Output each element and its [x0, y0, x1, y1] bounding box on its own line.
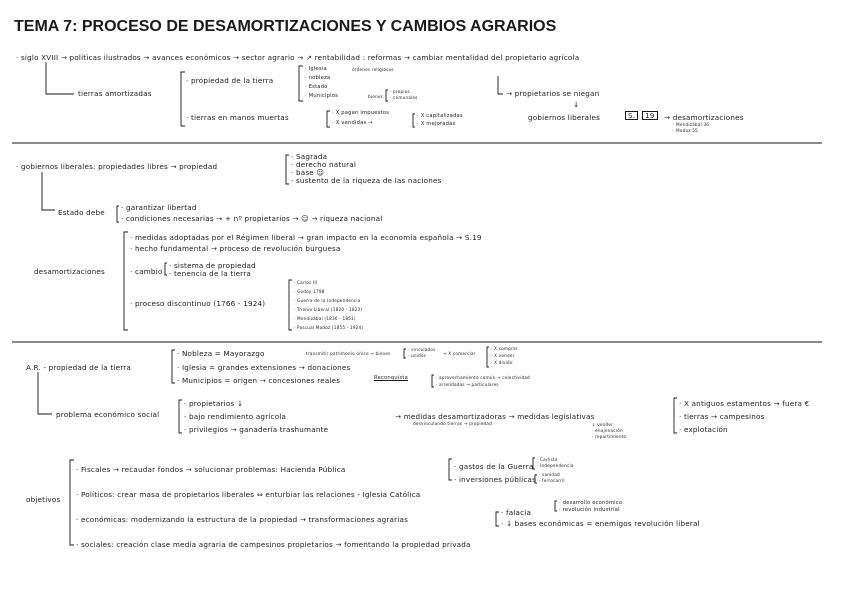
recon-aprovechamiento: · aprovechamiento común → colectividad	[436, 375, 530, 380]
legis-vender: ↓ vender	[592, 422, 614, 427]
desam-madoz: · Madoz 55	[673, 128, 698, 133]
comerciar-comprar: · X comprar	[491, 346, 518, 351]
recon-arrendadas: · arrendadas → particulares	[436, 382, 499, 387]
manos-sub-mejoradas: · X mejoradas	[417, 121, 456, 127]
cambio-item-sistema: · sistema de propiedad	[169, 261, 256, 270]
gobiernos-liberales-line: · gobiernos liberales: propiedades libres → propiedad	[16, 162, 218, 171]
estado-debe: Estado debe	[58, 208, 105, 217]
prop-item-municipios: · Municipios	[305, 93, 339, 99]
obj-sociales: · sociales: creación clase media agraria de campesinos propietarios → fomentando la propiedad privada	[76, 540, 471, 549]
proceso-madoz: · Pascual Madoz (1855 - 1924)	[294, 325, 364, 330]
guerra-independencia: · Independencia	[537, 463, 574, 468]
medidas-adoptadas: · medidas adoptadas por el Régimen liberal → gran impacto en la economía española → S.19	[130, 233, 482, 242]
down-arrow: ↓	[573, 100, 580, 109]
desamortizaciones-label: desamortizaciones	[34, 267, 105, 276]
prob-item-rendimiento: · bajo rendimiento agrícola	[184, 412, 287, 421]
fiscal-inversiones: · inversiones públicas	[454, 475, 537, 484]
obj-fiscales: · Fiscales → recaudar fondos → solucionar problemas: Hacienda Pública	[76, 465, 346, 474]
hecho-fundamental: · hecho fundamental → proceso de revolución burguesa	[130, 244, 341, 253]
manos-muertas: · tierras en manos muertas	[186, 113, 289, 122]
gob-item-base: · base ☺	[291, 168, 325, 177]
medidas-desvinculando: desvinculando tierras → propiedad	[413, 421, 493, 426]
econ-bases: · ↓ bases económicas = enemigos revolución liberal	[501, 519, 700, 528]
legis-enajenacion: · enajenación	[592, 428, 623, 433]
falacia-desarrollo: · desarrollo económico	[559, 500, 623, 506]
propietarios-niegan: → propietarios se niegan	[506, 89, 600, 98]
result-tierras: · tierras → campesinos	[679, 412, 765, 421]
desamortizaciones-1: → desamortizaciones	[664, 113, 744, 122]
fiscal-gastos: · gastos de la Guerra	[454, 462, 534, 471]
estado-item-libertad: · garantizar libertad	[121, 203, 197, 212]
inv-ferrocarril: · ferrocarril	[539, 478, 565, 483]
manos-sub-capitalizadas: · X capitalizadas	[417, 113, 463, 119]
desam-mendizabal: · Mendizábal 36	[673, 122, 710, 127]
guerra-carlista: · Carlista	[537, 457, 558, 462]
bienes-comunales: · comunales	[390, 95, 418, 100]
x-comerciar: → X comerciar	[443, 351, 476, 356]
medidas-desamortizadoras: → medidas desamortizadoras → medidas legislativas	[395, 412, 595, 421]
comerciar-dividir: · X dividir	[491, 360, 514, 365]
bienes-propios: · propios	[390, 89, 410, 94]
result-estamentos: · X antiguos estamentos → fuera €	[679, 399, 810, 408]
municipios-origen: · Municipios = origen → concesiones reales	[177, 376, 341, 385]
estado-item-condiciones: · condiciones necesarias → + nº propietarios → ☺ → riqueza nacional	[121, 214, 383, 223]
cambio-item-tenencia: · tenencia de la tierra	[169, 269, 251, 278]
proceso-discontinuo: · proceso discontinuo (1766 - 1924)	[130, 299, 266, 308]
ordenes-religiosas: órdenes religiosas	[352, 67, 394, 72]
vinc-unidos: · unidos	[408, 353, 427, 358]
prop-item-estado: · Estado	[305, 84, 328, 90]
proceso-mendizabal: · Mendizábal (1836 - 1851)	[294, 316, 356, 321]
inv-sanidad: · sanidad	[539, 472, 560, 477]
vinc-vinculados: · vinculados	[408, 347, 436, 352]
obj-economicos: · económicas: modernizando la estructura de la propiedad → transformaciones agrarias	[76, 515, 409, 524]
gobiernos-liberales: gobiernos liberales	[528, 113, 601, 122]
ar-propiedad: A.R. - propiedad de la tierra	[26, 363, 131, 372]
econ-falacia: · falacia	[501, 508, 532, 517]
proceso-godoy: · Godoy 1798	[294, 289, 325, 294]
tierras-amortizadas: tierras amortizadas	[78, 89, 152, 98]
prop-item-iglesia: · Iglesia	[305, 66, 327, 72]
cambio-label: · cambio	[130, 267, 163, 276]
legis-repartimiento: · repartimiento	[592, 434, 627, 439]
iglesia-extensiones: · Iglesia = grandes extensiones → donaciones	[177, 363, 351, 372]
proceso-guerra: · Guerra de la Independencia	[294, 298, 361, 303]
siglo-xviii-line: · siglo XVIII → políticas ilustrados → avances económicos → sector agrario → ↗ rentabilidad : reformas → cambiar mentalidad del propietario agrícola	[16, 53, 580, 62]
gob-item-sagrada: · Sagrada	[291, 152, 328, 161]
proceso-carlos-iii: · Carlos III	[294, 280, 318, 285]
gob-item-sustento: · sustento de la riqueza de las naciones	[291, 176, 442, 185]
siglo-number-box: 19	[642, 111, 658, 120]
propiedad-tierra: · propiedad de la tierra	[186, 76, 274, 85]
gob-item-derecho: · derecho natural	[291, 160, 357, 169]
falacia-revolucion: · revolución industrial	[559, 507, 620, 513]
comerciar-vender: · X vender	[491, 353, 515, 358]
siglo-box: S.	[625, 111, 638, 120]
reconquista: Reconquista	[374, 375, 409, 381]
result-explotacion: · explotación	[679, 425, 728, 434]
nobleza-mayorazgo: · Nobleza = Mayorazgo	[177, 349, 265, 358]
nobleza-tail: transmitir patrimonio único → bienes	[306, 351, 391, 356]
problema-economico: problema económico social	[56, 410, 160, 419]
bienes-label: bienes	[368, 94, 384, 99]
proceso-trienio: · Trienio Liberal (1820 - 1823)	[294, 307, 363, 312]
manos-item-impuestos: · X pagan impuestos	[332, 110, 390, 116]
prob-item-privilegios: · privilegios → ganadería trashumante	[184, 425, 329, 434]
obj-politicos: · Políticos: crear masa de propietarios liberales ⇔ enturbiar las relaciones - Iglesia Católica	[76, 490, 421, 499]
prop-item-nobleza: · nobleza	[305, 75, 331, 81]
prob-item-propietarios: · propietarios ↓	[184, 399, 244, 408]
page-title: TEMA 7: PROCESO DE DESAMORTIZACIONES Y CAMBIOS AGRARIOS	[14, 18, 557, 35]
objetivos-label: objetivos	[26, 495, 61, 504]
manos-item-vendidas: · X vendidas →	[332, 120, 373, 126]
